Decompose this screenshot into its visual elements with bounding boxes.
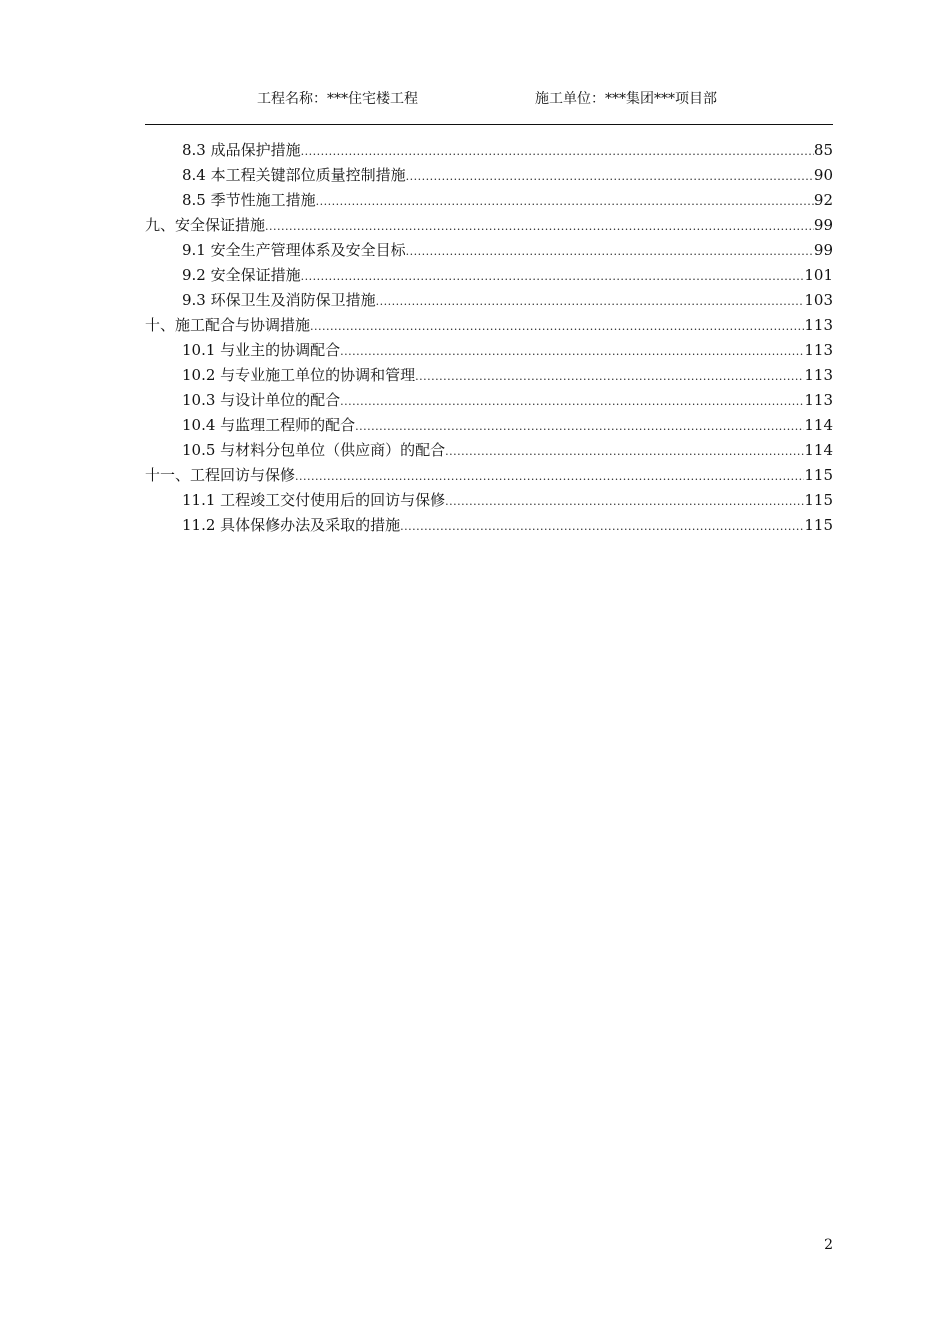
toc-dot-leader bbox=[376, 289, 805, 314]
toc-entry-page: 85 bbox=[813, 141, 833, 159]
toc-entry-page: 113 bbox=[804, 366, 833, 384]
toc-entry-page: 114 bbox=[804, 416, 833, 434]
page-number: 2 bbox=[824, 1237, 833, 1253]
toc-dot-leader bbox=[265, 214, 814, 239]
toc-entry-label: 10.2 与专业施工单位的协调和管理 bbox=[182, 366, 416, 384]
toc-dot-leader bbox=[355, 414, 804, 439]
toc-entry-label: 8.3 成品保护措施 bbox=[182, 141, 301, 159]
toc-entry-page: 115 bbox=[804, 516, 833, 534]
toc-entry-label: 10.5 与材料分包单位（供应商）的配合 bbox=[182, 441, 446, 459]
toc-entry[interactable] bbox=[145, 463, 833, 488]
toc-entry[interactable] bbox=[145, 188, 833, 213]
toc-entry-page: 99 bbox=[813, 241, 833, 259]
toc-entry-label: 9.1 安全生产管理体系及安全目标 bbox=[182, 241, 406, 259]
toc-dot-leader bbox=[415, 364, 804, 389]
toc-entry-label: 十一、工程回访与保修 bbox=[145, 466, 296, 484]
toc-entry-label: 8.5 季节性施工措施 bbox=[182, 191, 316, 209]
toc-entry-label: 8.4 本工程关键部位质量控制措施 bbox=[182, 166, 406, 184]
toc-entry-page: 113 bbox=[804, 316, 833, 334]
toc-entry-label: 十、施工配合与协调措施 bbox=[145, 316, 311, 334]
toc-dot-leader bbox=[406, 239, 814, 264]
toc-entry[interactable] bbox=[145, 338, 833, 363]
toc-entry-label: 九、安全保证措施 bbox=[145, 216, 266, 234]
toc-entry[interactable] bbox=[145, 488, 833, 513]
table-of-contents bbox=[145, 138, 833, 538]
toc-dot-leader bbox=[445, 489, 804, 514]
toc-entry-page: 99 bbox=[813, 216, 833, 234]
toc-entry[interactable] bbox=[145, 388, 833, 413]
toc-entry[interactable] bbox=[145, 213, 833, 238]
toc-entry[interactable] bbox=[145, 288, 833, 313]
page-header bbox=[145, 88, 833, 110]
toc-entry[interactable] bbox=[145, 238, 833, 263]
toc-dot-leader bbox=[310, 314, 804, 339]
toc-entry-label: 11.1 工程竣工交付使用后的回访与保修 bbox=[182, 491, 446, 509]
toc-entry-page: 90 bbox=[813, 166, 833, 184]
toc-entry[interactable] bbox=[145, 263, 833, 288]
toc-entry[interactable] bbox=[145, 163, 833, 188]
toc-entry[interactable] bbox=[145, 438, 833, 463]
toc-dot-leader bbox=[400, 514, 804, 539]
toc-entry-page: 115 bbox=[804, 466, 833, 484]
toc-dot-leader bbox=[340, 389, 804, 414]
toc-entry[interactable] bbox=[145, 413, 833, 438]
toc-entry-label: 9.3 环保卫生及消防保卫措施 bbox=[182, 291, 376, 309]
toc-dot-leader bbox=[316, 189, 814, 214]
toc-dot-leader bbox=[295, 464, 804, 489]
toc-entry[interactable] bbox=[145, 363, 833, 388]
toc-entry-page: 101 bbox=[804, 266, 833, 284]
toc-entry[interactable] bbox=[145, 513, 833, 538]
construction-unit: 施工单位：***集团***项目部 bbox=[535, 91, 717, 107]
toc-entry-page: 114 bbox=[804, 441, 833, 459]
project-name: 工程名称：***住宅楼工程 bbox=[257, 91, 418, 107]
toc-entry-label: 10.1 与业主的协调配合 bbox=[182, 341, 341, 359]
toc-entry-page: 103 bbox=[804, 291, 833, 309]
header-divider bbox=[145, 124, 833, 125]
toc-dot-leader bbox=[406, 164, 814, 189]
toc-dot-leader bbox=[340, 339, 804, 364]
toc-dot-leader bbox=[301, 139, 814, 164]
toc-entry-label: 10.4 与监理工程师的配合 bbox=[182, 416, 356, 434]
toc-entry-label: 9.2 安全保证措施 bbox=[182, 266, 301, 284]
toc-entry[interactable] bbox=[145, 138, 833, 163]
toc-entry-label: 10.3 与设计单位的配合 bbox=[182, 391, 341, 409]
toc-dot-leader bbox=[301, 264, 805, 289]
toc-entry-label: 11.2 具体保修办法及采取的措施 bbox=[182, 516, 401, 534]
toc-entry-page: 92 bbox=[813, 191, 833, 209]
toc-dot-leader bbox=[445, 439, 804, 464]
toc-entry-page: 115 bbox=[804, 491, 833, 509]
toc-entry[interactable] bbox=[145, 313, 833, 338]
toc-entry-page: 113 bbox=[804, 391, 833, 409]
toc-entry-page: 113 bbox=[804, 341, 833, 359]
